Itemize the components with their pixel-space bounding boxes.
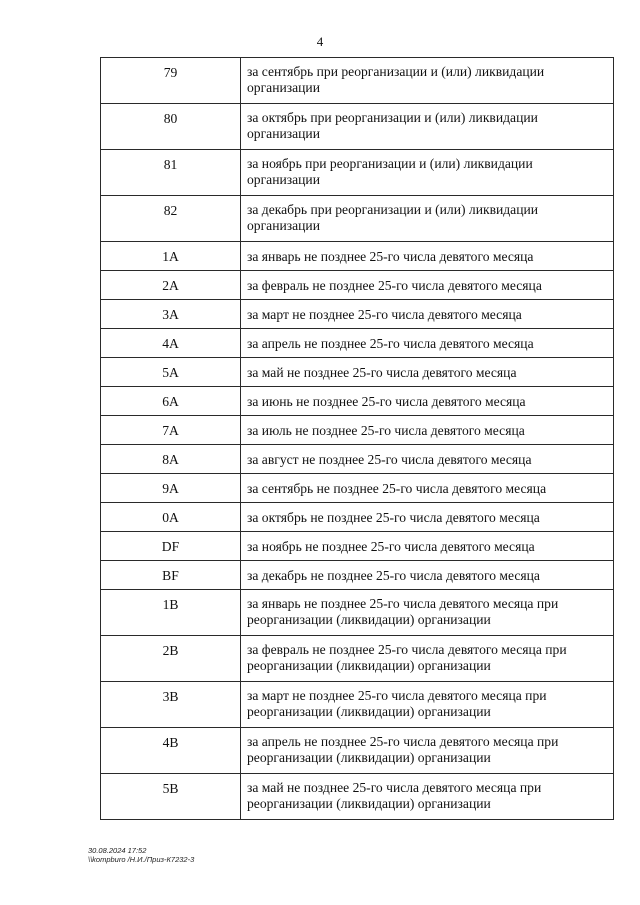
row-code: 0A bbox=[101, 503, 241, 532]
row-code: 5B bbox=[101, 774, 241, 820]
document-footer bbox=[88, 846, 194, 864]
row-description: за октябрь не позднее 25-го числа девятого месяца bbox=[241, 503, 614, 532]
row-description: за март не позднее 25-го числа девятого месяца при реорганизации (ликвидации) организации bbox=[241, 682, 614, 728]
row-code: 1B bbox=[101, 590, 241, 636]
row-code: 81 bbox=[101, 150, 241, 196]
row-code: 5A bbox=[101, 358, 241, 387]
row-code: 2B bbox=[101, 636, 241, 682]
row-description: за ноябрь не позднее 25-го числа девятого месяца bbox=[241, 532, 614, 561]
row-description: за июль не позднее 25-го числа девятого месяца bbox=[241, 416, 614, 445]
table-row bbox=[101, 590, 614, 636]
table-row bbox=[101, 774, 614, 820]
row-code: BF bbox=[101, 561, 241, 590]
row-description: за май не позднее 25-го числа девятого месяца bbox=[241, 358, 614, 387]
row-description: за декабрь при реорганизации и (или) ликвидации организации bbox=[241, 196, 614, 242]
table-row bbox=[101, 196, 614, 242]
row-description: за декабрь не позднее 25-го числа девятого месяца bbox=[241, 561, 614, 590]
row-description: за май не позднее 25-го числа девятого месяца при реорганизации (ликвидации) организации bbox=[241, 774, 614, 820]
table-row bbox=[101, 329, 614, 358]
table-row bbox=[101, 561, 614, 590]
row-description: за сентябрь при реорганизации и (или) ликвидации организации bbox=[241, 58, 614, 104]
table-row bbox=[101, 682, 614, 728]
row-description: за июнь не позднее 25-го числа девятого месяца bbox=[241, 387, 614, 416]
row-code: DF bbox=[101, 532, 241, 561]
row-code: 3A bbox=[101, 300, 241, 329]
table-row bbox=[101, 150, 614, 196]
row-code: 6A bbox=[101, 387, 241, 416]
table-row bbox=[101, 387, 614, 416]
table-row bbox=[101, 416, 614, 445]
row-code: 1A bbox=[101, 242, 241, 271]
table-row bbox=[101, 503, 614, 532]
row-code: 4B bbox=[101, 728, 241, 774]
row-description: за февраль не позднее 25-го числа девятого месяца при реорганизации (ликвидации) организации bbox=[241, 636, 614, 682]
table-row bbox=[101, 636, 614, 682]
row-code: 80 bbox=[101, 104, 241, 150]
row-description: за август не позднее 25-го числа девятого месяца bbox=[241, 445, 614, 474]
footer-timestamp: 30.08.2024 17:52 bbox=[88, 846, 147, 855]
row-description: за ноябрь при реорганизации и (или) ликвидации организации bbox=[241, 150, 614, 196]
table-row bbox=[101, 104, 614, 150]
table-row bbox=[101, 271, 614, 300]
row-code: 7A bbox=[101, 416, 241, 445]
row-description: за март не позднее 25-го числа девятого месяца bbox=[241, 300, 614, 329]
row-code: 79 bbox=[101, 58, 241, 104]
table-row bbox=[101, 358, 614, 387]
table-row bbox=[101, 532, 614, 561]
row-description: за январь не позднее 25-го числа девятого месяца bbox=[241, 242, 614, 271]
table-row bbox=[101, 445, 614, 474]
table-row bbox=[101, 242, 614, 271]
row-code: 2A bbox=[101, 271, 241, 300]
table-row bbox=[101, 58, 614, 104]
row-description: за январь не позднее 25-го числа девятого месяца при реорганизации (ликвидации) организации bbox=[241, 590, 614, 636]
row-description: за апрель не позднее 25-го числа девятого месяца при реорганизации (ликвидации) организации bbox=[241, 728, 614, 774]
footer-file-path: \\kompburo /Н.И./Приз-К7232-3 bbox=[88, 855, 195, 864]
row-description: за апрель не позднее 25-го числа девятого месяца bbox=[241, 329, 614, 358]
row-description: за февраль не позднее 25-го числа девятого месяца bbox=[241, 271, 614, 300]
page-number: 4 bbox=[316, 34, 324, 49]
table-row bbox=[101, 728, 614, 774]
row-description: за сентябрь не позднее 25-го числа девятого месяца bbox=[241, 474, 614, 503]
row-code: 82 bbox=[101, 196, 241, 242]
table-row bbox=[101, 474, 614, 503]
row-description: за октябрь при реорганизации и (или) ликвидации организации bbox=[241, 104, 614, 150]
codes-table-grid bbox=[100, 57, 614, 820]
row-code: 9A bbox=[101, 474, 241, 503]
row-code: 4A bbox=[101, 329, 241, 358]
row-code: 8A bbox=[101, 445, 241, 474]
row-code: 3B bbox=[101, 682, 241, 728]
codes-table bbox=[100, 57, 614, 820]
table-row bbox=[101, 300, 614, 329]
